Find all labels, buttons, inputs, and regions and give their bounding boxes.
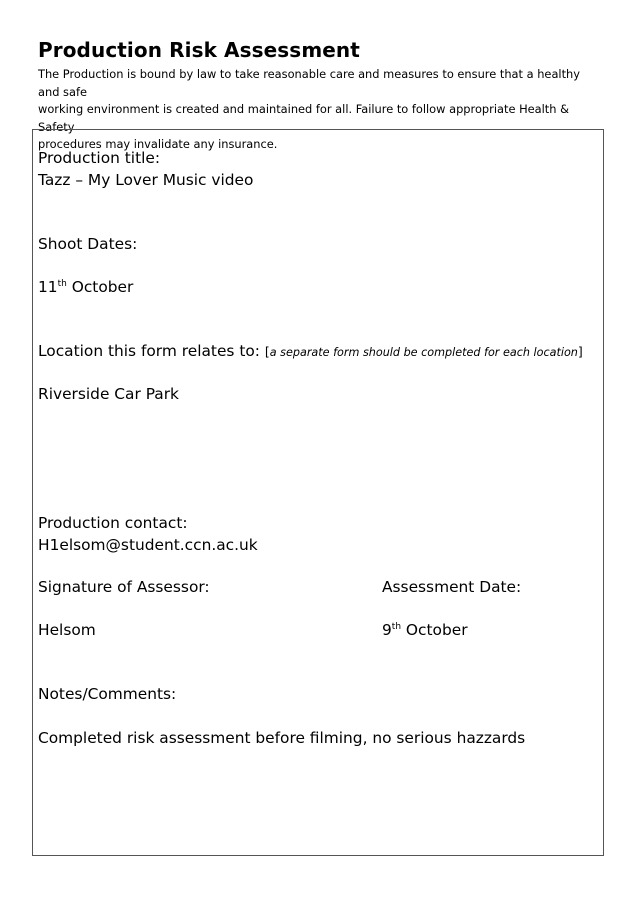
location-bracket-open: [ bbox=[264, 344, 270, 359]
intro-line: working environment is created and maintained for all. Failure to follow appropriate Health & Safety bbox=[38, 102, 569, 134]
notes-label: Notes/Comments: bbox=[38, 685, 177, 703]
contact-label: Production contact: bbox=[38, 514, 188, 532]
intro-line: procedures may invalidate any insurance. bbox=[38, 137, 278, 151]
assessment-date-day: 9 bbox=[382, 621, 392, 639]
shoot-date-day: 11 bbox=[38, 278, 58, 296]
location-line bbox=[38, 341, 583, 363]
intro-line: The Production is bound by law to take reasonable care and measures to ensure that a healthy and safe bbox=[38, 67, 581, 99]
assessment-date-value bbox=[382, 620, 468, 640]
page-title: Production Risk Assessment bbox=[38, 38, 360, 62]
location-bracket-close: ] bbox=[577, 344, 583, 359]
production-title-label: Production title: bbox=[38, 149, 161, 167]
assessment-date-label: Assessment Date: bbox=[382, 578, 522, 596]
location-label: Location this form relates to: bbox=[38, 342, 265, 360]
production-title-value: Tazz – My Lover Music video bbox=[38, 171, 254, 189]
notes-value: Completed risk assessment before filming, no serious hazzards bbox=[38, 729, 526, 747]
shoot-dates-label: Shoot Dates: bbox=[38, 235, 138, 253]
signature-label: Signature of Assessor: bbox=[38, 578, 210, 596]
assessment-date-suffix: th bbox=[391, 621, 402, 632]
shoot-date-value bbox=[38, 277, 133, 297]
shoot-date-suffix: th bbox=[57, 278, 67, 289]
assessment-date-month: October bbox=[401, 621, 468, 639]
contact-value: H1elsom@student.ccn.ac.uk bbox=[38, 536, 258, 554]
location-value: Riverside Car Park bbox=[38, 385, 179, 403]
location-note: a separate form should be completed for each location bbox=[269, 346, 578, 359]
signature-value: Helsom bbox=[38, 621, 96, 639]
shoot-date-month: October bbox=[66, 278, 134, 296]
